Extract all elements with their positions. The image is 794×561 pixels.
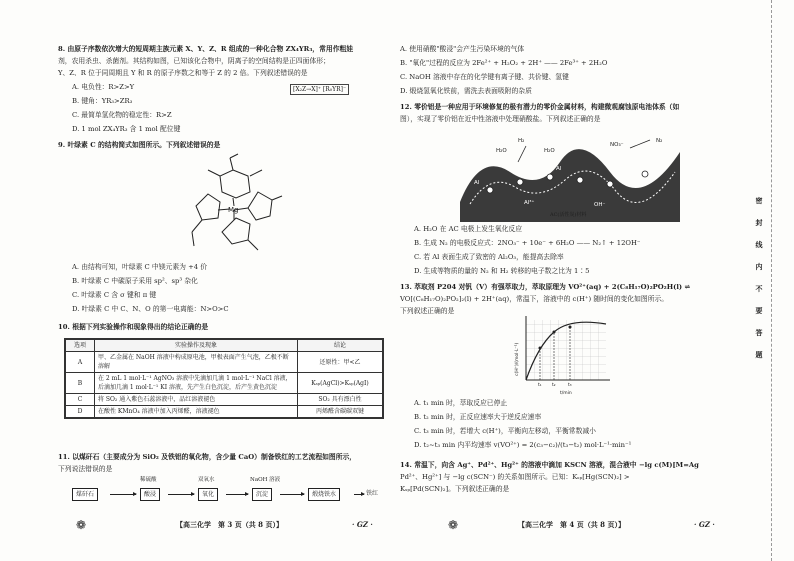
q11-option-a: A. 使用硝酸"酸浸"会产生污染环境的气体 bbox=[400, 45, 525, 53]
q8-structure: [X₂Z→X]⁺ [R₀YR]⁻ bbox=[290, 84, 349, 95]
right-page bbox=[400, 0, 730, 561]
chlorophyll-structure-diagram bbox=[178, 152, 288, 260]
seal-note-char: 密 bbox=[755, 196, 763, 205]
q11-option-d: D. 煅烧氢氧化铁前，需洗去表面吸附的杂质 bbox=[400, 87, 532, 95]
table-row bbox=[66, 406, 383, 418]
q13-option-b: B. t₂ min 时，正反应速率大于逆反应速率 bbox=[414, 413, 542, 421]
q12-option-a: A. H₂O 在 AC 电极上发生氧化反应 bbox=[414, 225, 523, 233]
table-cell: 在酸性 KMnO₄ 溶液中加入丙烯醛，溶液褪色 bbox=[95, 406, 298, 418]
seal-note-char: 线 bbox=[755, 240, 763, 249]
label-al-ion: Al³⁺ bbox=[524, 200, 535, 206]
q10-experiment-table bbox=[65, 339, 383, 418]
label-hydroxide: OH⁻ bbox=[594, 202, 606, 208]
q13-stem-line1: 13. 萃取剂 P204 对钒（V）有强萃取力，萃取原理为 VO²⁺(aq) + 2(C₈H₁₇O)₂PO₂H(l) ⇌ bbox=[400, 283, 691, 291]
logo-icon: ❁ bbox=[448, 518, 459, 532]
table-cell: 丙烯醛含碳碳双键 bbox=[298, 406, 383, 418]
q12-stem-line2: 图），实现了零价铝在近中性溶液中处理硝酸盐。下列叙述正确的是 bbox=[400, 115, 601, 123]
label-nitrogen: N₂ bbox=[656, 138, 663, 144]
svg-text:t₁: t₁ bbox=[538, 383, 542, 388]
q11-stem-line2: 下列说法错误的是 bbox=[58, 465, 113, 473]
flow-box-acid-leach: 酸浸 bbox=[140, 488, 160, 501]
q13-option-c: C. t₃ min 时，若增大 c(H⁺)，平衡向左移动，平衡常数减小 bbox=[414, 427, 596, 435]
seal-line bbox=[771, 0, 772, 561]
flow-arrow bbox=[280, 494, 304, 495]
q9-option-c: C. 叶绿素 C 含 σ 键和 π 键 bbox=[72, 291, 157, 299]
q9-option-b: B. 叶绿素 C 中碳原子采用 sp²、sp³ 杂化 bbox=[72, 277, 198, 285]
q11-stem-line1: 11. 以煤矸石（主要成分为 SiO₂ 及铁铝的氧化物，含少量 CaO）制备铁红的工艺流程如图所示， bbox=[58, 453, 357, 461]
q12-option-b: B. 生成 N₂ 的电极反应式：2NO₃⁻ + 10e⁻ + 6H₂O —— N₂↑ + 12OH⁻ bbox=[414, 239, 641, 247]
flow-product-iron-red: 铁红 bbox=[366, 490, 379, 497]
q8-stem-line1: 8. 由原子序数依次增大的短周期主族元素 X、Y、Z、R 组成的一种化合物 ZX₄YR₃，常用作粗娃 bbox=[58, 45, 354, 53]
label-nitrate: NO₃⁻ bbox=[610, 142, 624, 148]
table-cell: 甲、乙金属在 NaOH 溶液中构成原电池，甲极表面产生气泡，乙极不断溶解 bbox=[95, 352, 298, 373]
flow-arrow bbox=[226, 494, 248, 495]
table-header: 实验操作及现象 bbox=[95, 340, 298, 352]
pyrrole-ring-top bbox=[220, 170, 250, 198]
q14-stem-line2: Pd²⁺、Hg²⁺] 与 −lg c(SCN⁻) 的关系如图所示。已知：Kₛₚ[Hg(SCN)₂] > bbox=[400, 473, 630, 481]
label-hydrogen: H₂ bbox=[518, 138, 525, 144]
table-cell: A bbox=[66, 352, 95, 373]
seal-note-char: 内 bbox=[755, 262, 763, 271]
table-header: 结论 bbox=[298, 340, 383, 352]
table-cell: D bbox=[66, 406, 95, 418]
graph-y-label: c(H⁺)/(mol·L⁻¹) bbox=[515, 342, 520, 376]
table-cell: C bbox=[66, 394, 95, 406]
table-cell: 在 2 mL 1 mol·L⁻¹ AgNO₃ 溶液中先滴加几滴 1 mol·L⁻¹ NaCl 溶液，后滴加几滴 1 mol·L⁻¹ KI 溶液，先产生白色沉淀，后产生黄色沉淀 bbox=[95, 373, 298, 394]
svg-text:t₂: t₂ bbox=[552, 383, 556, 388]
q12-option-c: C. 若 Al 表面生成了致密的 Al₂O₃，能提高去除率 bbox=[414, 253, 564, 261]
q9-option-d: D. 叶绿素 C 中 C、N、O 的第一电离能：N>O>C bbox=[72, 305, 229, 313]
corrosion-cell-diagram bbox=[460, 132, 680, 222]
reagent-naoh: NaOH 溶液 bbox=[250, 477, 281, 483]
reagent-sulfuric-acid: 稀硫酸 bbox=[140, 477, 157, 483]
q10-table-container bbox=[64, 338, 384, 419]
pyrrole-ring-left bbox=[196, 194, 220, 220]
seal-note bbox=[754, 190, 764, 366]
q8-stem-line3: Y、Z、R 位于同周期且 Y 和 R 的原子序数之和等于 Z 的 2 倍。下列叙述错误的是 bbox=[58, 69, 308, 77]
mg-center-label: Mg bbox=[228, 206, 239, 214]
table-header: 选项 bbox=[66, 340, 95, 352]
table-row bbox=[66, 373, 383, 394]
pyrrole-ring-right bbox=[248, 192, 272, 220]
q14-stem-line1: 14. 常温下，向含 Ag⁺、Pd²⁺、Hg²⁺ 的溶液中滴加 KSCN 溶液，混合液中 −lg c(M)[M=Ag bbox=[400, 461, 699, 469]
table-cell: SO₂ 具有漂白性 bbox=[298, 394, 383, 406]
label-water: H₂O bbox=[496, 148, 507, 154]
seal-note-char: 题 bbox=[755, 350, 763, 359]
ch-time-graph bbox=[510, 316, 620, 396]
seal-note-char: 要 bbox=[755, 306, 763, 315]
table-row bbox=[66, 394, 383, 406]
svg-text:t₃: t₃ bbox=[568, 383, 572, 388]
seal-note-char: 不 bbox=[755, 284, 763, 293]
q11-option-c: C. NaOH 溶液中存在的化学键有离子键、共价键、氢键 bbox=[400, 73, 569, 81]
q8-option-b: B. 键角：YR₃>ZR₃ bbox=[72, 97, 133, 105]
right-page-mark: · GZ · bbox=[694, 520, 715, 529]
q12-fig-caption: AC(活性炭)材料 bbox=[550, 212, 587, 218]
table-cell: 将 SO₂ 通入紫色石蕊溶液中，品红溶液褪色 bbox=[95, 394, 298, 406]
flow-box-precipitation: 沉淀 bbox=[252, 488, 272, 501]
seal-note-char: 封 bbox=[755, 218, 763, 227]
q8-option-a: A. 电负性：R>Z>Y bbox=[72, 83, 135, 91]
flow-box-coal-gangue: 煤矸石 bbox=[72, 488, 98, 501]
label-al-2: Al bbox=[556, 166, 562, 172]
q8-option-d: D. 1 mol ZX₄YR₃ 含 1 mol 配位键 bbox=[72, 125, 181, 133]
pyrrole-ring-bottom bbox=[222, 218, 250, 244]
q12-option-d: D. 生成等物质的量的 N₂ 和 H₂ 转移的电子数之比为 1∶5 bbox=[414, 267, 590, 275]
flow-box-calcination: 煅烧铁水 bbox=[308, 488, 340, 501]
left-page-footer: 【高三化学 第 3 页（共 8 页）】 bbox=[176, 520, 283, 529]
flow-arrow bbox=[110, 494, 136, 495]
q10-stem: 10. 根据下列实验操作和现象得出的结论正确的是 bbox=[58, 323, 209, 331]
q8-stem-line2: 剂，农用杀虫、杀菌剂。其结构如图，已知该化合物中，阴离子的空间结构是正四面体形； bbox=[58, 57, 330, 65]
q11-option-b: B. "氧化"过程的反应为 2Fe²⁺ + H₂O₂ + 2H⁺ —— 2Fe³⁺ + 2H₂O bbox=[400, 59, 608, 67]
q14-stem-line3: Kₛₚ[Pd(SCN)₂]。下列叙述正确的是 bbox=[400, 485, 510, 493]
q13-option-a: A. t₁ min 时，萃取反应已停止 bbox=[414, 399, 508, 407]
table-cell: Kₛₚ(AgCl)>Kₛₚ(AgI) bbox=[298, 373, 383, 394]
seal-note-char: 答 bbox=[755, 328, 763, 337]
q13-stem-line3: 下列叙述正确的是 bbox=[400, 307, 455, 315]
q9-option-a: A. 由结构可知，叶绿素 C 中镁元素为 +4 价 bbox=[72, 263, 208, 271]
table-cell: B bbox=[66, 373, 95, 394]
right-page-footer: 【高三化学 第 4 页（共 8 页）】 bbox=[518, 520, 625, 529]
table-row bbox=[66, 352, 383, 373]
graph-x-label: t/min bbox=[560, 391, 572, 396]
label-al-1: Al bbox=[474, 180, 480, 186]
table-cell: 还原性：甲<乙 bbox=[298, 352, 383, 373]
logo-icon: ❁ bbox=[76, 518, 87, 532]
flow-arrow bbox=[168, 494, 194, 495]
reagent-hydrogen-peroxide: 双氧水 bbox=[198, 477, 215, 483]
q12-stem-line1: 12. 零价铝是一种应用于环境修复的极有潜力的零价金属材料，构建微观腐蚀原电池体系（如 bbox=[400, 103, 680, 111]
label-water-2: H₂O bbox=[544, 148, 555, 154]
flow-arrow bbox=[354, 494, 364, 495]
flow-box-oxidation: 氧化 bbox=[198, 488, 218, 501]
q9-stem: 9. 叶绿素 C 的结构简式如图所示。下列叙述错误的是 bbox=[58, 141, 221, 149]
q8-option-c: C. 最简单氢化物的稳定性：R>Z bbox=[72, 111, 172, 119]
left-page-mark: · GZ · bbox=[352, 520, 373, 529]
q13-stem-line2: VO[(C₈H₁₇O)₂PO₂]₂(l) + 2H⁺(aq)，常温下，溶液中的 c(H⁺) 随时间的变化如图所示。 bbox=[400, 295, 669, 303]
q13-option-d: D. t₂~t₃ min 内平均速率 v(VO²⁺) = 2(c₃−c₂)/(t₃−t₂) mol·L⁻¹·min⁻¹ bbox=[414, 441, 632, 449]
left-page bbox=[58, 0, 388, 561]
